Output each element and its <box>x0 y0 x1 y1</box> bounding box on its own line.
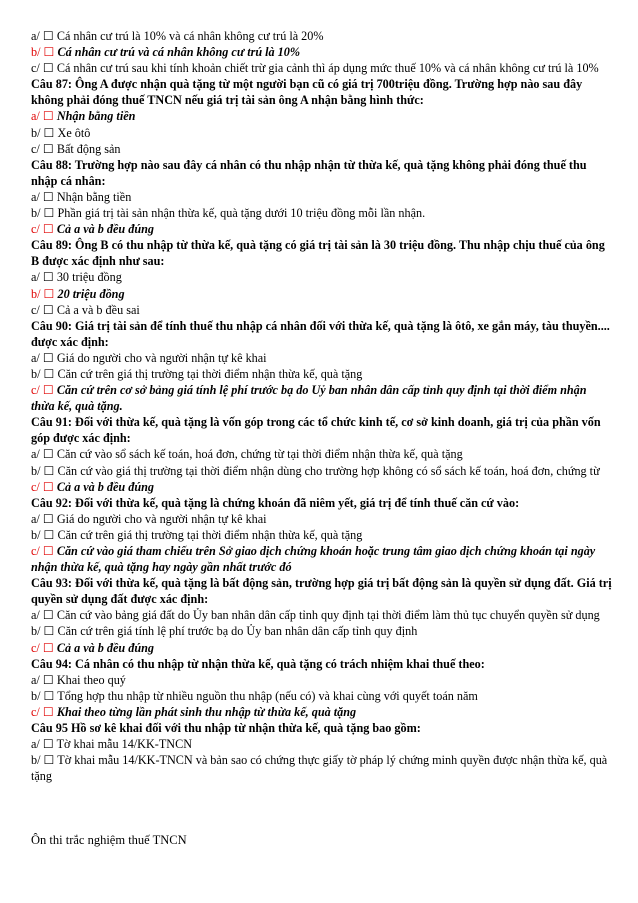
checkbox-icon: ☐ <box>43 463 55 478</box>
answer-option <box>31 446 612 462</box>
option-letter: a/ <box>31 270 40 285</box>
option-letter: b/ <box>31 206 41 221</box>
answer-option <box>31 688 612 704</box>
checkbox-icon: ☐ <box>42 447 54 462</box>
option-text: Khai theo quý <box>56 672 126 687</box>
checkbox-icon: ☐ <box>42 189 54 204</box>
checkbox-icon: ☐ <box>42 61 54 76</box>
answer-option <box>31 269 612 285</box>
question-text: Câu 90: Giá trị tài sản để tính thuế thu nhập cá nhân đối với thừa kế, quà tặng là ôtô, xe gắn máy, tàu thuyền.... được xác định: <box>31 318 610 349</box>
checkbox-icon: ☐ <box>42 383 54 398</box>
option-letter: a/ <box>31 672 40 687</box>
option-letter: b/ <box>31 45 41 60</box>
option-letter: b/ <box>31 624 41 639</box>
correct-answer-option <box>31 382 612 414</box>
checkbox-icon: ☐ <box>42 640 54 655</box>
option-text: Cả a và b đều đúng <box>56 479 155 494</box>
answer-option <box>31 366 612 382</box>
option-letter: a/ <box>31 608 40 623</box>
correct-answer-option <box>31 479 612 495</box>
option-letter: b/ <box>31 463 41 478</box>
option-text: Căn cứ vào sổ sách kế toán, hoá đơn, chứng từ tại thời điểm nhận thừa kế, quà tặng <box>56 447 463 462</box>
option-text: Nhận bằng tiền <box>56 109 136 124</box>
question-text: Câu 92: Đối với thừa kế, quà tặng là chứng khoán đã niêm yết, giá trị để tính thuế căn cứ vào: <box>31 495 520 510</box>
checkbox-icon: ☐ <box>42 141 54 156</box>
checkbox-icon: ☐ <box>42 270 54 285</box>
checkbox-icon: ☐ <box>43 688 55 703</box>
option-text: Căn cứ vào bảng giá đất do Ủy ban nhân dân cấp tỉnh quy định tại thời điểm làm thủ tục chuyển quyền sử dụng <box>56 608 600 623</box>
option-letter: b/ <box>31 688 41 703</box>
correct-answer-option <box>31 286 612 302</box>
checkbox-icon: ☐ <box>43 45 55 60</box>
correct-answer-option <box>31 704 612 720</box>
page-footer: Ôn thi trắc nghiệm thuế TNCN <box>31 833 187 847</box>
option-text: Tổng hợp thu nhập từ nhiều nguồn thu nhập (nếu có) và khai cùng với quyết toán năm <box>57 688 478 703</box>
option-text: Nhận bằng tiền <box>56 189 132 204</box>
answer-option <box>31 189 612 205</box>
answer-option <box>31 125 612 141</box>
option-text: Giá do người cho và người nhận tự kê khai <box>56 350 267 365</box>
option-text: Cả a và b đều đúng <box>56 222 155 237</box>
option-letter: a/ <box>31 109 40 124</box>
question-text: Câu 93: Đối với thừa kế, quà tặng là bất động sản, trường hợp giá trị bất động sản là quyền sử dụng đất. Giá trị quyền sử dụng đất được xác định: <box>31 576 612 607</box>
checkbox-icon: ☐ <box>43 624 55 639</box>
correct-answer-option <box>31 543 612 575</box>
option-text: 20 triệu đồng <box>57 286 125 301</box>
option-letter: a/ <box>31 511 40 526</box>
answer-option <box>31 607 612 623</box>
option-text: Cá nhân cư trú là 10% và cá nhân không cư trú là 20% <box>56 29 324 43</box>
answer-option <box>31 28 612 44</box>
answer-option <box>31 752 612 784</box>
option-letter: c/ <box>31 61 40 76</box>
option-text: Căn cứ vào giá thị trường tại thời điểm nhận dùng cho trường hợp không có sổ sách kế toán, hoá đơn, chứng từ <box>57 463 600 478</box>
answer-option <box>31 736 612 752</box>
checkbox-icon: ☐ <box>42 29 54 43</box>
checkbox-icon: ☐ <box>42 704 54 719</box>
checkbox-icon: ☐ <box>42 608 54 623</box>
checkbox-icon: ☐ <box>43 753 55 768</box>
answer-option <box>31 141 612 157</box>
checkbox-icon: ☐ <box>43 366 55 381</box>
answer-option <box>31 350 612 366</box>
quiz-content <box>31 28 612 784</box>
option-text: Phần giá trị tài sản nhận thừa kế, quà tặng dưới 10 triệu đồng mỗi lần nhận. <box>57 206 426 221</box>
option-letter: a/ <box>31 350 40 365</box>
checkbox-icon: ☐ <box>42 350 54 365</box>
option-text: Cá nhân cư trú sau khi tính khoản chiết trừ gia cảnh thì áp dụng mức thuế 10% và cá nhân không cư trú là 10% <box>56 61 599 76</box>
question-text: Câu 87: Ông A được nhận quà tặng từ một người bạn cũ có giá trị 700triệu đồng. Trường hợp nào sau đây không phải đóng thuế TNCN nếu giá trị tài sản ông A nhận bằng hình thức: <box>31 77 583 108</box>
option-text: Xe ôtô <box>57 125 91 140</box>
correct-answer-option <box>31 108 612 124</box>
checkbox-icon: ☐ <box>42 544 54 558</box>
option-text: 30 triệu đồng <box>56 270 122 285</box>
option-text: Cả a và b đều sai <box>56 302 140 317</box>
answer-option <box>31 527 612 543</box>
checkbox-icon: ☐ <box>42 511 54 526</box>
checkbox-icon: ☐ <box>43 125 55 140</box>
option-text: Bất động sản <box>56 141 121 156</box>
option-text: Khai theo từng lần phát sinh thu nhập từ thừa kế, quà tặng <box>56 704 357 719</box>
option-text: Căn cứ vào giá tham chiếu trên Sở giao dịch chứng khoán hoặc trung tâm giao dịch chứng khoán tại ngày nhận thừa kế, quà tặng hay ngày gần nhất trước đó <box>31 544 596 575</box>
question-text: Câu 89: Ông B có thu nhập từ thừa kế, quà tặng có giá trị tài sản là 30 triệu đồng. Thu nhập chịu thuế của ông B được xác định như sau: <box>31 238 605 269</box>
option-letter: c/ <box>31 704 40 719</box>
option-letter: b/ <box>31 753 41 768</box>
option-text: Căn cứ trên giá thị trường tại thời điểm nhận thừa kế, quà tặng <box>57 527 363 542</box>
option-letter: b/ <box>31 125 41 140</box>
checkbox-icon: ☐ <box>43 206 55 221</box>
option-letter: c/ <box>31 302 40 317</box>
option-letter: c/ <box>31 640 40 655</box>
option-letter: c/ <box>31 383 40 398</box>
option-letter: c/ <box>31 479 40 494</box>
checkbox-icon: ☐ <box>42 222 54 237</box>
option-letter: c/ <box>31 222 40 237</box>
checkbox-icon: ☐ <box>42 479 54 494</box>
option-letter: a/ <box>31 29 40 43</box>
correct-answer-option <box>31 640 612 656</box>
correct-answer-option <box>31 44 612 60</box>
option-text: Cá nhân cư trú và cá nhân không cư trú là 10% <box>57 45 301 60</box>
option-letter: b/ <box>31 286 41 301</box>
option-letter: c/ <box>31 544 40 558</box>
question-text: Câu 88: Trường hợp nào sau đây cá nhân có thu nhập nhận từ thừa kế, quà tặng không phải đóng thuế thu nhập cá nhân: <box>31 157 587 188</box>
question-text: Câu 91: Đối với thừa kế, quà tặng là vốn góp trong các tổ chức kinh tế, cơ sở kinh doanh, giá trị của phần vốn góp được xác định: <box>31 415 601 446</box>
question-text: Câu 94: Cá nhân có thu nhập từ nhận thừa kế, quà tặng có trách nhiệm khai thuế theo: <box>31 656 485 671</box>
answer-option <box>31 302 612 318</box>
option-text: Cả a và b đều đúng <box>56 640 155 655</box>
option-letter: a/ <box>31 447 40 462</box>
option-letter: b/ <box>31 527 41 542</box>
answer-option <box>31 672 612 688</box>
correct-answer-option <box>31 221 612 237</box>
checkbox-icon: ☐ <box>42 109 54 124</box>
option-text: Căn cứ trên giá tính lệ phí trước bạ do Ủy ban nhân dân cấp tỉnh quy định <box>57 624 418 639</box>
option-text: Căn cứ trên cơ sở bảng giá tính lệ phí trước bạ do Uỷ ban nhân dân cấp tỉnh quy định tại thời điểm nhận thừa kế, quà tặng. <box>31 383 587 414</box>
option-text: Tờ khai mẫu 14/KK-TNCN <box>56 737 193 752</box>
option-letter: a/ <box>31 737 40 752</box>
option-text: Giá do người cho và người nhận tự kê khai <box>56 511 267 526</box>
answer-option <box>31 205 612 221</box>
answer-option <box>31 60 612 76</box>
answer-option <box>31 463 612 479</box>
option-text: Tờ khai mẫu 14/KK-TNCN và bản sao có chứng thực giấy tờ pháp lý chứng minh quyền được nhận thừa kế, quà tặng <box>31 753 608 784</box>
option-letter: c/ <box>31 141 40 156</box>
question-text: Câu 95 Hồ sơ kê khai đối với thu nhập từ nhận thừa kế, quà tặng bao gồm: <box>31 721 421 736</box>
option-letter: b/ <box>31 366 41 381</box>
checkbox-icon: ☐ <box>43 286 55 301</box>
option-letter: a/ <box>31 189 40 204</box>
answer-option <box>31 623 612 639</box>
checkbox-icon: ☐ <box>42 672 54 687</box>
checkbox-icon: ☐ <box>42 737 54 752</box>
checkbox-icon: ☐ <box>42 302 54 317</box>
option-text: Căn cứ trên giá thị trường tại thời điểm nhận thừa kế, quà tặng <box>57 366 363 381</box>
answer-option <box>31 511 612 527</box>
checkbox-icon: ☐ <box>43 527 55 542</box>
